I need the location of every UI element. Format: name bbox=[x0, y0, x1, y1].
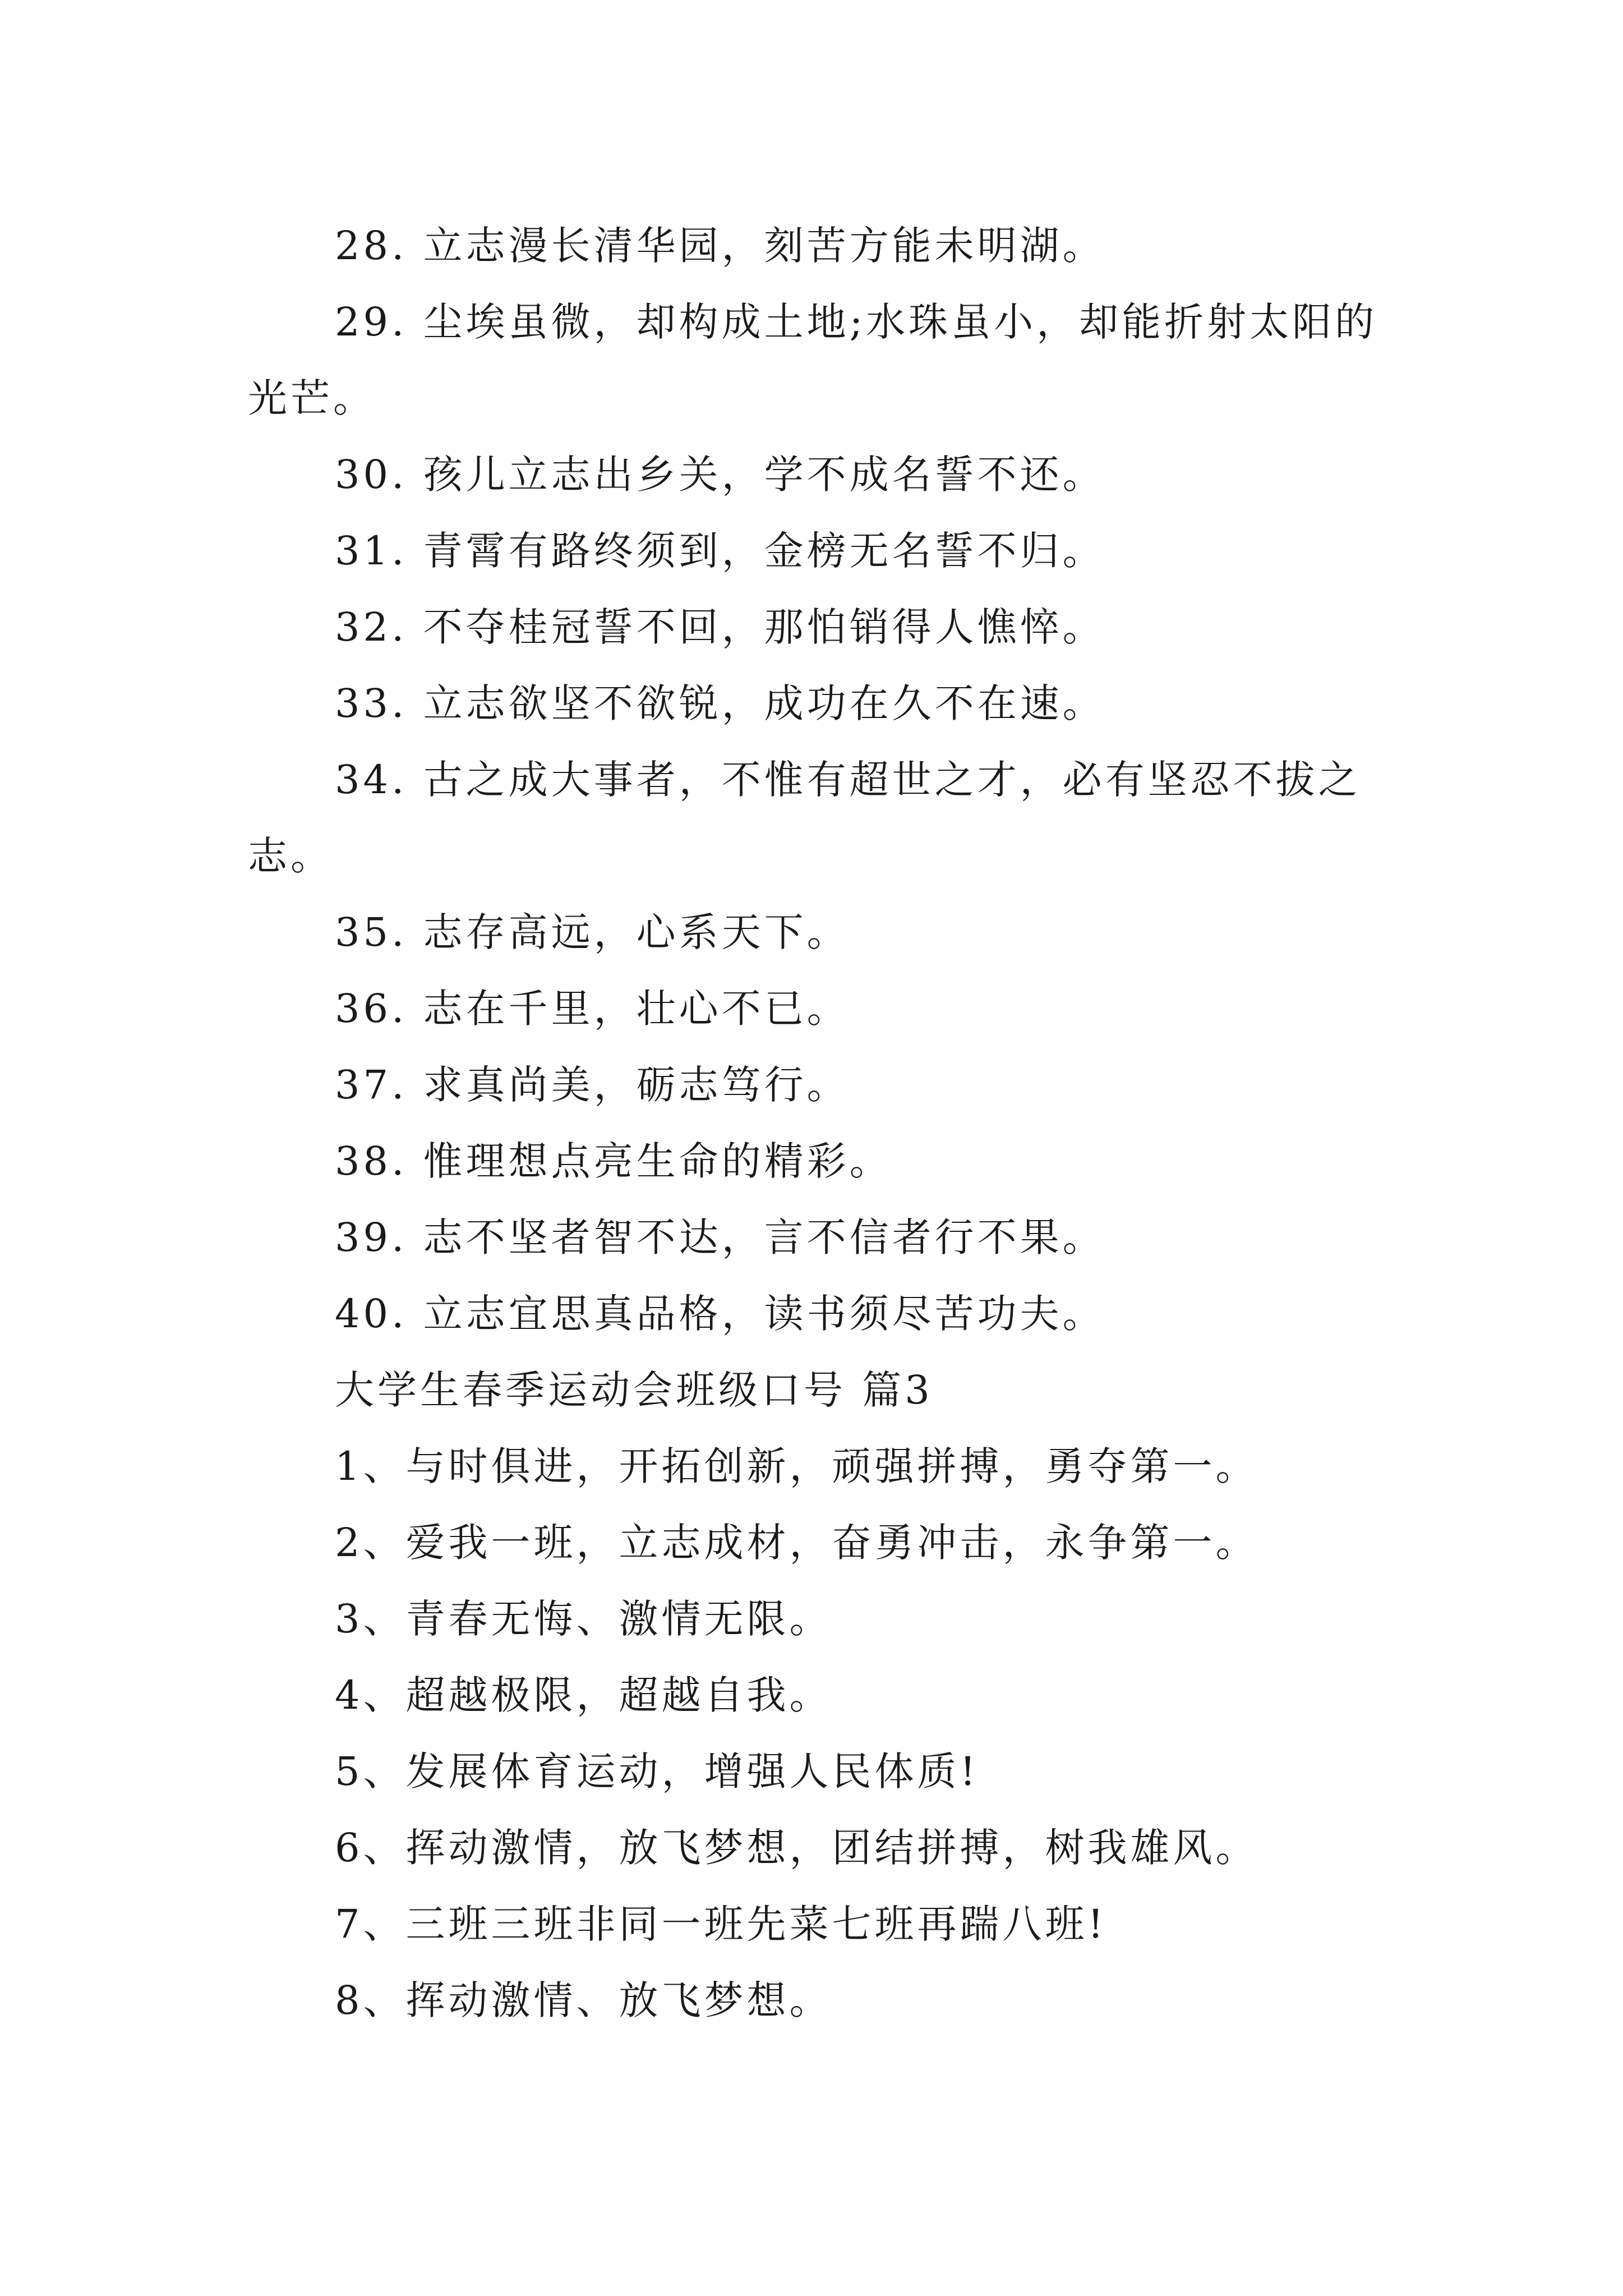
paragraph: 2、爱我一班，立志成材，奋勇冲击，永争第一。 bbox=[335, 1520, 1258, 1566]
document-body bbox=[248, 208, 1392, 2039]
paragraph: 40. 立志宜思真品格，读书须尽苦功夫。 bbox=[335, 1291, 1105, 1337]
paragraph: 39. 志不坚者智不达，言不信者行不果。 bbox=[335, 1214, 1105, 1260]
paragraph: 34. 古之成大事者，不惟有超世之才，必有坚忍不拔之志。 bbox=[248, 757, 1361, 879]
paragraph: 31. 青霄有路终须到，金榜无名誓不归。 bbox=[335, 528, 1105, 574]
paragraph: 5、发展体育运动，增强人民体质! bbox=[335, 1749, 979, 1795]
section-heading: 大学生春季运动会班级口号 篇3 bbox=[335, 1367, 933, 1413]
paragraph: 1、与时俱进，开拓创新，顽强拼搏，勇夺第一。 bbox=[335, 1443, 1258, 1489]
paragraph: 35. 志存高远，心系天下。 bbox=[335, 909, 850, 955]
paragraph: 8、挥动激情、放飞梦想。 bbox=[335, 1977, 832, 2023]
paragraph: 32. 不夺桂冠誓不回，那怕销得人憔悴。 bbox=[335, 604, 1105, 650]
paragraph: 37. 求真尚美，砺志笃行。 bbox=[335, 1062, 850, 1108]
paragraph: 36. 志在千里，壮心不已。 bbox=[335, 986, 850, 1032]
paragraph: 4、超越极限，超越自我。 bbox=[335, 1672, 832, 1718]
paragraph: 33. 立志欲坚不欲锐，成功在久不在速。 bbox=[335, 680, 1105, 726]
paragraph: 3、青春无悔、激情无限。 bbox=[335, 1596, 832, 1642]
paragraph: 38. 惟理想点亮生命的精彩。 bbox=[335, 1138, 892, 1184]
paragraph: 29. 尘埃虽微，却构成土地;水珠虽小，却能折射太阳的光芒。 bbox=[248, 299, 1378, 421]
paragraph: 28. 立志漫长清华园，刻苦方能未明湖。 bbox=[335, 223, 1105, 269]
paragraph: 7、三班三班非同一班先菜七班再踹八班! bbox=[335, 1901, 1107, 1947]
paragraph: 30. 孩儿立志出乡关，学不成名誓不还。 bbox=[335, 452, 1105, 498]
paragraph: 6、挥动激情，放飞梦想，团结拼搏，树我雄风。 bbox=[335, 1825, 1258, 1871]
